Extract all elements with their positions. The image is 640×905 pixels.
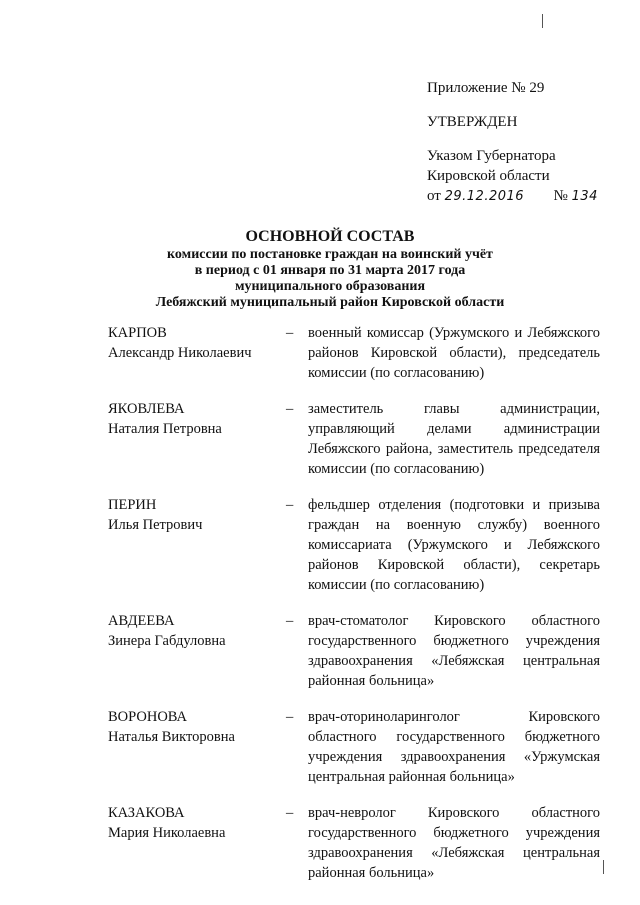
member-entry — [108, 803, 600, 883]
member-entry — [108, 707, 600, 787]
member-surname: КАЗАКОВА — [108, 805, 185, 821]
member-surname: КАРПОВ — [108, 325, 167, 341]
member-name: Илья Петрович — [108, 517, 203, 533]
member-surname: АВДЕЕВА — [108, 613, 175, 629]
member-name: Наталья Викторовна — [108, 729, 235, 745]
decree-date-line — [427, 186, 598, 207]
number-value: 134 — [571, 189, 598, 204]
member-entry — [108, 495, 600, 595]
member-name: Наталия Петровна — [108, 421, 222, 437]
member-dash: – — [286, 613, 294, 629]
title-line-4: Лебяжский муниципальный район Кировской области — [155, 295, 505, 310]
member-entry — [108, 323, 600, 383]
member-surname: ЯКОВЛЕВА — [108, 401, 185, 417]
date-value: 29.12.2016 — [444, 189, 525, 204]
document-title — [140, 227, 520, 311]
member-dash: – — [286, 325, 294, 341]
member-role: заместитель главы администрации, управляющий делами администрации Лебяжского района, заместитель председателя комиссии (по согласованию) — [308, 401, 600, 477]
member-name: Мария Николаевна — [108, 825, 226, 841]
date-prefix: от — [427, 188, 441, 204]
member-role: врач-стоматолог Кировского областного государственного бюджетного учреждения здравоохранения «Лебяжская центральная районная больница» — [308, 613, 600, 689]
member-entry — [108, 611, 600, 691]
decree-line-2: Кировской области — [427, 168, 550, 184]
title-line-2: в период с 01 января по 31 марта 2017 года — [194, 263, 466, 278]
member-name: Александр Николаевич — [108, 345, 252, 361]
title-main: ОСНОВНОЙ СОСТАВ — [245, 228, 415, 245]
appendix-number: Приложение № 29 — [427, 80, 545, 96]
member-surname: ВОРОНОВА — [108, 709, 188, 725]
scan-mark-bottom — [603, 860, 604, 874]
number-prefix: № — [553, 188, 568, 204]
member-dash: – — [286, 401, 294, 417]
member-dash: – — [286, 805, 294, 821]
member-role: фельдшер отделения (подготовки и призыва граждан на военную службу) военного комиссариата (Уржумского и Лебяжского районов Кировской области), секретарь комиссии (по согласованию) — [308, 497, 600, 593]
title-line-3: муниципального образования — [234, 279, 426, 294]
scan-mark-top — [542, 14, 543, 28]
member-role: врач-оториноларинголог Кировского областного государственного бюджетного учреждения здравоохранения «Уржумская центральная районная больница» — [308, 709, 600, 785]
member-dash: – — [286, 497, 294, 513]
member-surname: ПЕРИН — [108, 497, 157, 513]
title-line-1: комиссии по постановке граждан на воинский учёт — [167, 247, 493, 262]
decree-line-1: Указом Губернатора — [427, 148, 556, 164]
members-list — [108, 323, 600, 883]
member-role: военный комиссар (Уржумского и Лебяжского районов Кировской области), председатель комиссии (по согласованию) — [308, 325, 600, 381]
appendix-block — [427, 78, 598, 207]
member-name: Зинера Габдуловна — [108, 633, 226, 649]
member-role: врач-невролог Кировского областного государственного бюджетного учреждения здравоохранения «Лебяжская центральная районная больница» — [308, 805, 600, 881]
approved-label: УТВЕРЖДЕН — [427, 114, 518, 130]
member-entry — [108, 399, 600, 479]
member-dash: – — [286, 709, 294, 725]
